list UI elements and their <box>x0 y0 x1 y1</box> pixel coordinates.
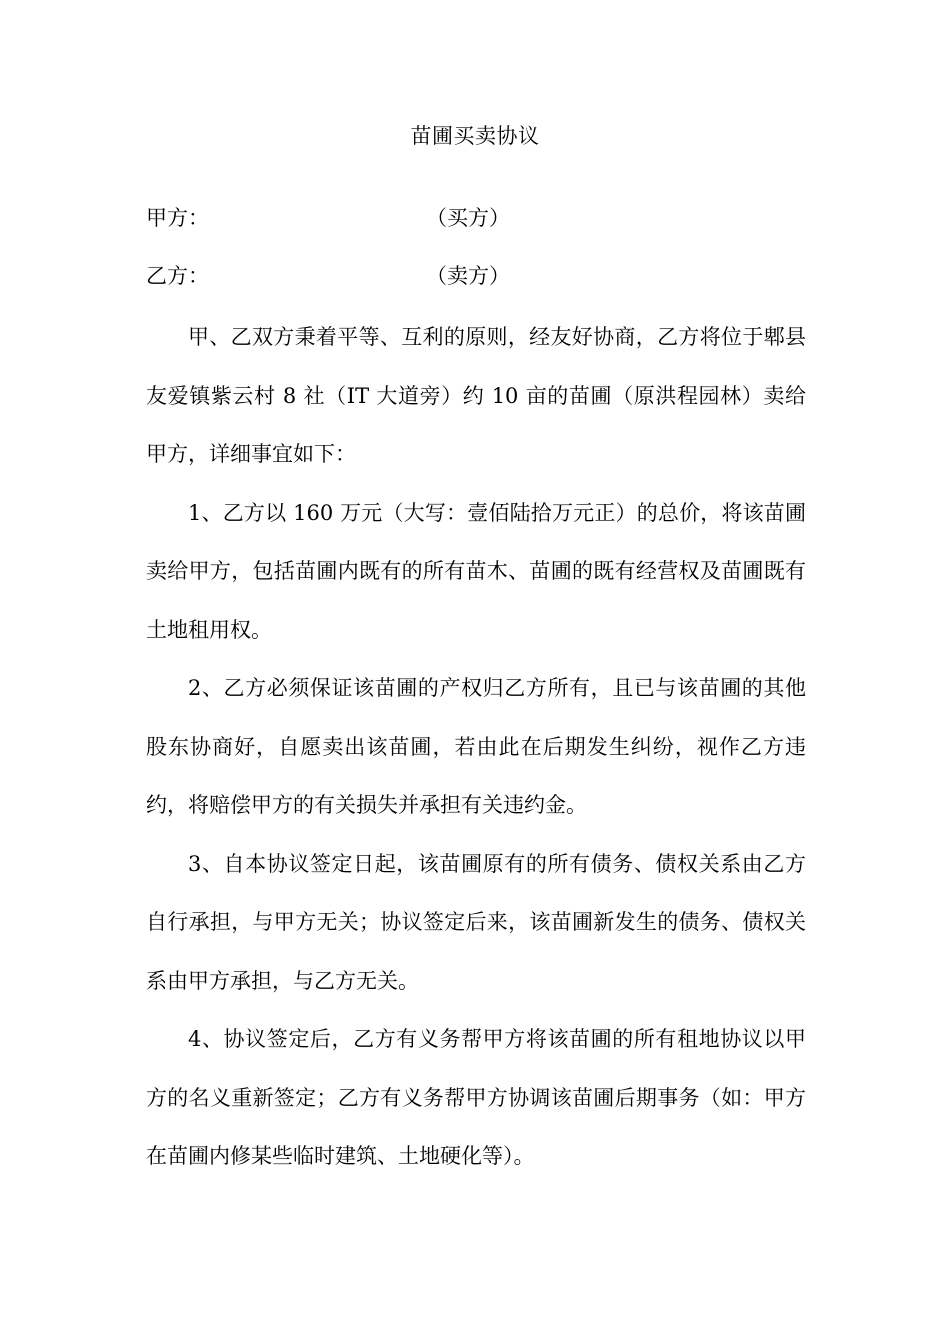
clause-3-paragraph: 3、自本协议签定日起，该苗圃原有的所有债务、债权关系由乙方自行承担，与甲方无关；协议签定后来，该苗圃新发生的债务、债权关系由甲方承担，与乙方无关。 <box>146 851 806 993</box>
clause-2-paragraph: 2、乙方必须保证该苗圃的产权归乙方所有，且已与该苗圃的其他股东协商好，自愿卖出该苗圃，若由此在后期发生纠纷，视作乙方违约，将赔偿甲方的有关损失并承担有关违约金。 <box>146 676 806 817</box>
intro-paragraph: 甲、乙双方秉着平等、互利的原则，经友好协商，乙方将位于郫县友爱镇紫云村 8 社（IT 大道旁）约 10 亩的苗圃（原洪程园林）卖给甲方，详细事宜如下： <box>146 325 806 466</box>
party-a-label: 甲方： <box>146 206 209 230</box>
party-b-role: （卖方） <box>426 264 510 288</box>
party-b-label: 乙方： <box>146 264 209 288</box>
document-title: 苗圃买卖协议 <box>410 124 540 148</box>
party-a-role: （买方） <box>426 206 510 230</box>
party-b-line <box>146 258 510 294</box>
party-a-line <box>146 200 510 236</box>
clause-4-paragraph: 4、协议签定后，乙方有义务帮甲方将该苗圃的所有租地协议以甲方的名义重新签定；乙方有义务帮甲方协调该苗圃后期事务（如：甲方在苗圃内修某些临时建筑、土地硬化等）。 <box>146 1027 806 1168</box>
agreement-body <box>146 308 806 1186</box>
clause-1-paragraph: 1、乙方以 160 万元（大写：壹佰陆拾万元正）的总价，将该苗圃卖给甲方，包括苗圃内既有的所有苗木、苗圃的既有经营权及苗圃既有土地租用权。 <box>146 500 806 642</box>
